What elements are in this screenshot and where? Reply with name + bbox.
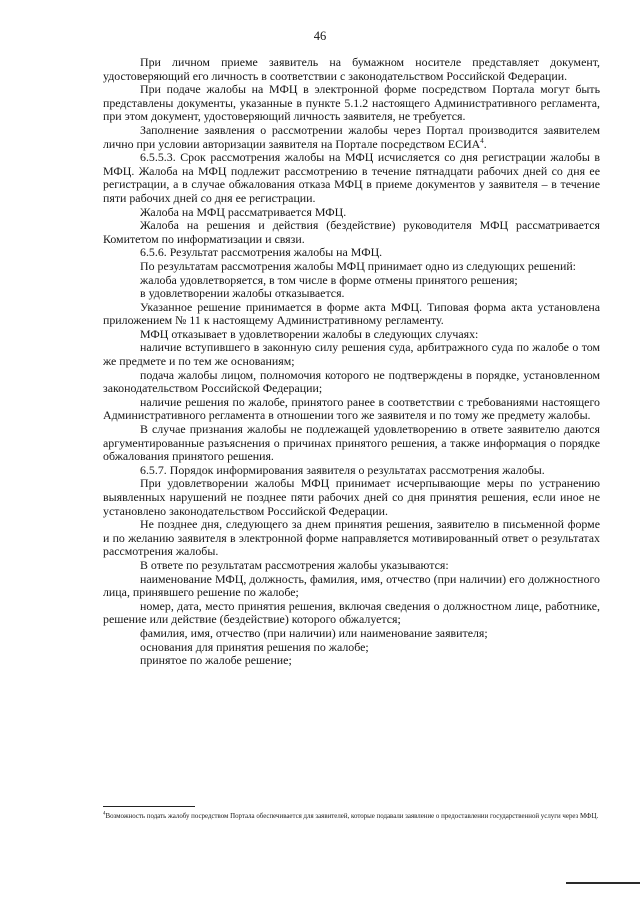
paragraph-3-text: Заполнение заявления о рассмотрении жалобы через Портал производится заявителем лично при условии авторизации заявителя на Портале посредством ЕСИА [103,122,600,151]
paragraph-22: номер, дата, место принятия решения, включая сведения о должностном лице, работнике, решение или действие (бездействие) которого обжалуется; [103,598,600,627]
paragraph-25: принятое по жалобе решение; [140,653,292,668]
paragraph-12: МФЦ отказывает в удовлетворении жалобы в следующих случаях: [140,326,479,341]
paragraph-16: В случае признания жалобы не подлежащей удовлетворению в ответе заявителю даются аргументированные разъяснения о причинах принятого решения, а также информация о порядке обжалования принятого решения. [103,422,600,464]
paragraph-17: 6.5.7. Порядок информирования заявителя о результатах рассмотрения жалобы. [140,462,545,477]
paragraph-8: По результатам рассмотрения жалобы МФЦ принимает одно из следующих решений: [140,258,576,273]
paragraph-23: фамилия, имя, отчество (при наличии) или наименование заявителя; [140,625,488,640]
document-body [103,56,600,668]
scan-edge-mark [566,882,640,884]
paragraph-2: При подаче жалобы на МФЦ в электронной форме посредством Портала могут быть представлены документы, указанные в пункте 5.1.2 настоящего Административного регламента, при этом документ, удостоверяющий личность заявителя, не требуется. [103,82,600,124]
paragraph-5: Жалоба на МФЦ рассматривается МФЦ. [140,204,347,219]
paragraph-3 [103,124,600,151]
footnote [103,812,600,821]
paragraph-18: При удовлетворении жалобы МФЦ принимает исчерпывающие меры по устранению выявленных нарушений не позднее пяти рабочих дней со дня принятия решения, если иное не установлено законодательством Российской Федерации. [103,476,600,518]
footnote-divider [103,806,195,807]
paragraph-21: наименование МФЦ, должность, фамилия, имя, отчество (при наличии) его должностного лица, принявшего решение по жалобе; [103,571,600,600]
paragraph-10: в удовлетворении жалобы отказывается. [140,286,345,301]
paragraph-19: Не позднее дня, следующего за днем принятия решения, заявителю в письменной форме и по желанию заявителя в электронной форме направляется мотивированный ответ о результатах рассмотрения жалобы. [103,517,600,559]
paragraph-24: основания для принятия решения по жалобе; [140,639,369,654]
footnote-marker: 4 [103,811,106,817]
paragraph-15: наличие решения по жалобе, принятого ранее в соответствии с требованиями настоящего Административного регламента в отношении того же заявителя и по тому же предмету жалобы. [103,394,600,423]
paragraph-7: 6.5.6. Результат рассмотрения жалобы на МФЦ. [140,245,383,260]
paragraph-3-end: . [483,136,487,151]
paragraph-20: В ответе по результатам рассмотрения жалобы указываются: [140,557,449,572]
paragraph-14: подача жалобы лицом, полномочия которого не подтверждены в порядке, установленном законодательством Российской Федерации; [103,367,600,396]
footnote-text: Возможность подать жалобу посредством Портала обеспечивается для заявителей, которые подавали заявление о предоставлении государственной услуги через МФЦ. [105,813,599,820]
footnote-reference: 4 [480,136,484,145]
paragraph-6: Жалоба на решения и действия (бездействие) руководителя МФЦ рассматривается Комитетом по информатизации и связи. [103,218,600,246]
paragraph-9: жалоба удовлетворяется, в том числе в форме отмены принятого решения; [140,272,518,287]
paragraph-13: наличие вступившего в законную силу решения суда, арбитражного суда по жалобе о том же предмете и по тем же основаниям; [103,340,600,369]
paragraph-1: При личном приеме заявитель на бумажном носителе представляет документ, удостоверяющий его личность в соответствии с законодательством Российской Федерации. [103,55,600,83]
page-number: 46 [313,29,327,43]
paragraph-4: 6.5.5.3. Срок рассмотрения жалобы на МФЦ исчисляется со дня регистрации жалобы в МФЦ. Жалоба на МФЦ подлежит рассмотрению в течение пятнадцати рабочих дней со дня ее регистрации, а в случае обжалования отказа МФЦ в приеме документов у заявителя – в течение пяти рабочих дней со дня ее регистрации. [103,150,600,205]
paragraph-11: Указанное решение принимается в форме акта МФЦ. Типовая форма акта установлена приложением № 11 к настоящему Административному регламенту. [103,299,600,328]
